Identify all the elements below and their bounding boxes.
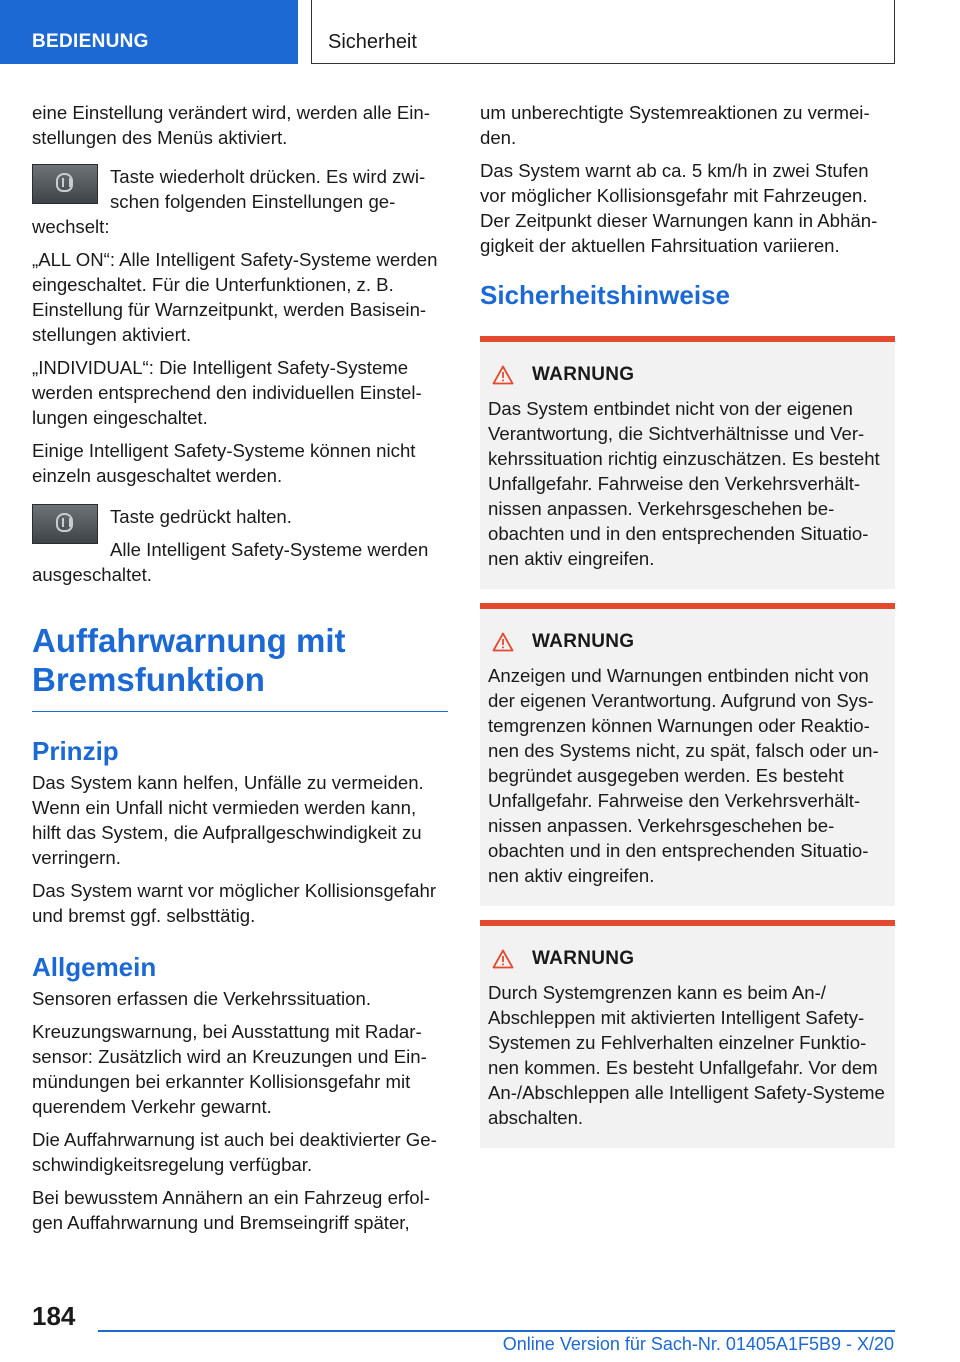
- intelligent-safety-button-icon: [32, 504, 98, 544]
- subsection-heading: Allgemein: [32, 952, 157, 982]
- section-tab: BEDIENUNG: [0, 0, 298, 64]
- chapter-title: Sicherheit: [311, 0, 895, 64]
- page-number: 184: [32, 1301, 76, 1331]
- paragraph: eine Einstellung verändert wird, werden alle Einstellungen des Menüs aktiviert.: [32, 102, 430, 148]
- paragraph: Das System warnt vor möglicher Kollisionsgefahr und bremst ggf. selbsttätig.: [32, 880, 437, 926]
- intelligent-safety-button-icon: [32, 164, 98, 204]
- paragraph: Kreuzungswarnung, bei Ausstattung mit Radarsensor: Zusätzlich wird an Kreuzungen und Einmündungen bei erkannter Kollisionsgefahr mit querendem Verkehr gewarnt.: [32, 1021, 427, 1117]
- paragraph: Einige Intelligent Safety-Systeme können nicht einzeln ausgeschaltet werden.: [32, 440, 416, 486]
- paragraph: Taste wiederholt drücken. Es wird zwischen folgenden Einstellungen gewechselt:: [32, 166, 426, 237]
- paragraph: Sensoren erfassen die Verkehrssituation.: [32, 988, 372, 1009]
- warning-text: Anzeigen und Warnungen entbinden nicht von der eigenen Verantwortung. Aufgrund von Systemgrenzen können Warnungen oder Reaktionen des Systems nicht, zu spät, falsch oder unbegründet ausgegeben werden. Es besteht Unfallgefahr. Fahrweise den Verkehrsverhältnissen anpassen. Verkehrsgeschehen beobachten und in den entsprechenden Situationen aktiv eingreifen.: [488, 665, 879, 886]
- paragraph: Das System warnt ab ca. 5 km/h in zwei Stufen vor möglicher Kollisionsgefahr mit Fahrzeugen. Der Zeitpunkt dieser Warnungen kann in Abhängigkeit der aktuellen Fahrsituation variieren.: [480, 160, 878, 256]
- paragraph: Das System kann helfen, Unfälle zu vermeiden. Wenn ein Unfall nicht vermieden werden kann, hilft das System, die Aufprallgeschwindigkeit zu verringern.: [32, 772, 424, 868]
- button-instruction: [32, 504, 448, 587]
- subsection-heading: Prinzip: [32, 736, 119, 766]
- paragraph: „ALL ON“: Alle Intelligent Safety-Systeme werden eingeschaltet. Für die Unterfunktionen, z. B. Einstellung für Warnzeitpunkt, werden Basiseinstellungen aktiviert.: [32, 249, 438, 345]
- paragraph: Die Auffahrwarnung ist auch bei deaktivierter Geschwindigkeitsregelung verfügbar.: [32, 1129, 437, 1175]
- warning-box: [480, 920, 895, 1148]
- subsection-heading: Sicherheitshinweise: [480, 280, 730, 310]
- warning-text: Das System entbindet nicht von der eigenen Verantwortung, die Sichtverhältnisse und Verkehrssituation richtig einzuschätzen. Es besteht Unfallgefahr. Fahrweise den Verkehrsverhältnissen anpassen. Verkehrsgeschehen beobachten und in den entsprechenden Situationen aktiv eingreifen.: [488, 398, 880, 569]
- paragraph: Bei bewusstem Annähern an ein Fahrzeug erfolgen Auffahrwarnung und Bremseingriff später,: [32, 1187, 430, 1233]
- right-column: [480, 100, 895, 1162]
- paragraph: Taste gedrückt halten.: [110, 506, 292, 527]
- warning-triangle-icon: [492, 949, 514, 969]
- warning-text: Durch Systemgrenzen kann es beim An-/ Abschleppen mit aktivierten Intelligent Safety-Systemen zu Fehlverhalten einzelner Funktionen kommen. Es besteht Unfallgefahr. Vor dem An-/Abschleppen alle Intelligent Safety-Systeme abschalten.: [488, 982, 885, 1128]
- warning-title: WARNUNG: [532, 364, 635, 385]
- warning-box: [480, 603, 895, 906]
- warning-title: WARNUNG: [532, 631, 635, 652]
- warning-triangle-icon: [492, 365, 514, 385]
- footer-text: Online Version für Sach-Nr. 01405A1F5B9 - X/20: [502, 1334, 894, 1354]
- paragraph: „INDIVIDUAL“: Die Intelligent Safety-Systeme werden entsprechend den individuellen Einstellungen eingeschaltet.: [32, 357, 422, 428]
- warning-box: [480, 336, 895, 589]
- section-heading: Auffahrwarnung mit Bremsfunktion: [32, 621, 448, 712]
- left-column: [32, 100, 448, 1243]
- warning-title: WARNUNG: [532, 948, 635, 969]
- warning-triangle-icon: [492, 632, 514, 652]
- paragraph: um unberechtigte Systemreaktionen zu vermeiden.: [480, 102, 870, 148]
- footer-divider: [98, 1330, 895, 1332]
- button-instruction: [32, 164, 448, 239]
- paragraph: Alle Intelligent Safety-Systeme werden ausgeschaltet.: [32, 539, 429, 585]
